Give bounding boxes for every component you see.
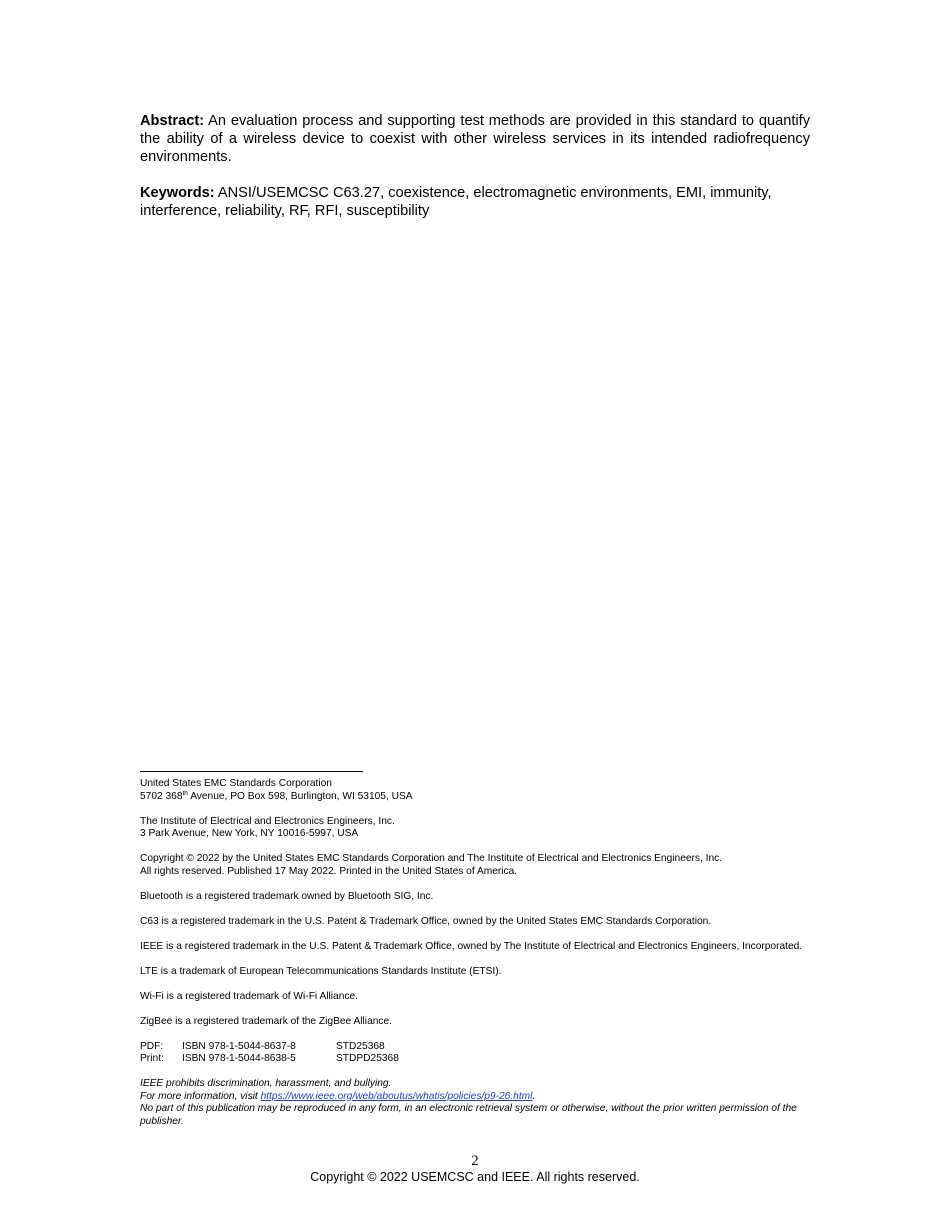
isbn-format: Print: (140, 1053, 164, 1064)
trademark-wifi: Wi-Fi is a registered trademark of Wi-Fi Alliance. (140, 990, 358, 1002)
trademark-lte: LTE is a trademark of European Telecommunications Standards Institute (ETSI). (140, 965, 502, 977)
legal-line-1: IEEE prohibits discrimination, harassment, and bullying. (140, 1078, 392, 1089)
usemcsc-name: United States EMC Standards Corporation (140, 778, 332, 789)
keywords-label: Keywords: (140, 185, 215, 201)
usemcsc-address-block (140, 778, 812, 803)
abstract-paragraph (140, 112, 810, 166)
isbn-row-print (140, 1053, 812, 1066)
isbn-format: PDF: (140, 1040, 164, 1052)
isbn-number: ISBN 978-1-5044-8638-5 (182, 1053, 296, 1064)
footnotes (140, 778, 812, 1128)
ordinal-suffix: th (182, 789, 188, 797)
legal-line-2 (140, 1091, 812, 1104)
legal-notice (140, 1078, 812, 1128)
page-number: 2 (471, 1153, 479, 1169)
isbn-std-code: STDPD25368 (336, 1053, 399, 1064)
legal-line-2-prefix: For more information, visit (140, 1090, 261, 1102)
keywords-text: ANSI/USEMCSC C63.27, coexistence, electromagnetic environments, EMI, immunity, interference, reliability, RF, RFI, susceptibility (140, 185, 772, 219)
front-matter (140, 112, 810, 220)
trademark-ieee: IEEE is a registered trademark in the U.S. Patent & Trademark Office, owned by The Institute of Electrical and Electronics Engineers, Incorporated. (140, 940, 803, 952)
copyright-line-2: All rights reserved. Published 17 May 2022. Printed in the United States of America. (140, 865, 518, 877)
footer-copyright: Copyright © 2022 USEMCSC and IEEE. All rights reserved. (310, 1170, 640, 1184)
usemcsc-address-number: 5702 368 (140, 790, 183, 802)
isbn-std-code: STD25368 (336, 1040, 385, 1052)
abstract-text: An evaluation process and supporting test methods are provided in this standard to quantify the ability of a wireless device to coexist with other wireless services in its intended radiofrequency environments. (140, 113, 810, 165)
abstract-label: Abstract: (140, 113, 205, 129)
copyright-block (140, 853, 812, 878)
keywords-paragraph (140, 184, 810, 220)
ieee-name: The Institute of Electrical and Electronics Engineers, Inc. (140, 815, 395, 827)
ieee-policy-link[interactable]: https://www.ieee.org/web/aboutus/whatis/policies/p9-26.html (260, 1090, 533, 1102)
copyright-line-1: Copyright © 2022 by the United States EMC Standards Corporation and The Institute of Electrical and Electronics Engineers, Inc. (140, 853, 723, 864)
isbn-number: ISBN 978-1-5044-8637-8 (182, 1040, 296, 1052)
isbn-table (140, 1041, 812, 1066)
trademark-zigbee: ZigBee is a registered trademark of the ZigBee Alliance. (140, 1015, 392, 1027)
usemcsc-address (140, 791, 812, 804)
isbn-row-pdf (140, 1041, 812, 1054)
ieee-address-block (140, 816, 812, 841)
trademark-bluetooth: Bluetooth is a registered trademark owned by Bluetooth SIG, Inc. (140, 890, 434, 902)
usemcsc-address-rest: Avenue, PO Box 598, Burlington, WI 53105, USA (187, 790, 413, 802)
trademark-c63: C63 is a registered trademark in the U.S. Patent & Trademark Office, owned by the United States EMC Standards Corporation. (140, 915, 712, 927)
legal-line-3: No part of this publication may be reproduced in any form, in an electronic retrieval system or otherwise, without the prior written permission of the publisher. (140, 1103, 797, 1127)
legal-line-2-suffix: . (532, 1090, 536, 1102)
footnote-divider (140, 771, 363, 772)
ieee-address: 3 Park Avenue, New York, NY 10016-5997, USA (140, 828, 359, 839)
